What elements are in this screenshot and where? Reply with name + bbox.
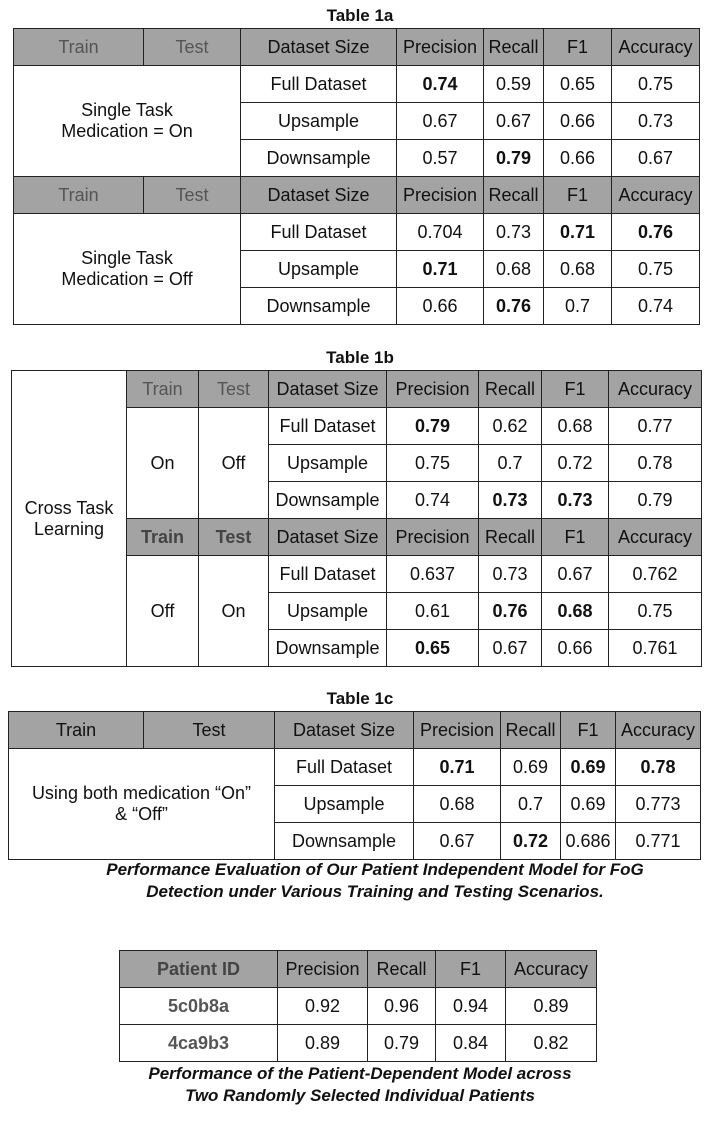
table-cell: 0.68 (544, 251, 612, 288)
col-header-recall: Recall (479, 519, 542, 556)
table-cell: 0.68 (542, 408, 609, 445)
col-header-dataset-size: Dataset Size (269, 371, 387, 408)
table-cell: 0.79 (484, 140, 544, 177)
col-header-f1: F1 (542, 371, 609, 408)
col-header-f1: F1 (544, 177, 612, 214)
table-cell: 0.75 (612, 66, 700, 103)
table-cell: 0.762 (609, 556, 702, 593)
col-header-accuracy: Accuracy (609, 519, 702, 556)
col-header-f1: F1 (544, 29, 612, 66)
table-cell: Full Dataset (275, 749, 414, 786)
table-1b-title: Table 1b (326, 348, 394, 367)
table-cell: 0.66 (397, 288, 484, 325)
train-value: Off (127, 556, 199, 667)
col-header-dataset-size: Dataset Size (241, 29, 397, 66)
col-header-f1: F1 (542, 519, 609, 556)
table-cell: 0.74 (612, 288, 700, 325)
table-cell: 0.73 (484, 214, 544, 251)
table-cell: 0.79 (387, 408, 479, 445)
table-cell: 0.61 (387, 593, 479, 630)
table-cell: Full Dataset (241, 66, 397, 103)
table-cell: Downsample (241, 288, 397, 325)
table-cell: 0.73 (612, 103, 700, 140)
col-header-recall: Recall (484, 29, 544, 66)
table-cell: 0.66 (544, 140, 612, 177)
table-cell: 0.67 (484, 103, 544, 140)
col-header-train: Train (14, 29, 144, 66)
col-header-train: Train (127, 371, 199, 408)
col-header-test: Test (199, 519, 269, 556)
patient-table-caption: Performance of the Patient-Dependent Model across Two Randomly Selected Individual Patients (148, 1064, 572, 1105)
table-cell: 0.66 (544, 103, 612, 140)
col-header-precision: Precision (278, 951, 368, 988)
table-cell: Downsample (269, 630, 387, 667)
col-header-precision: Precision (387, 371, 479, 408)
table-cell: 0.7 (544, 288, 612, 325)
table-1a (13, 28, 700, 325)
table-cell: Full Dataset (269, 408, 387, 445)
col-header-accuracy: Accuracy (609, 371, 702, 408)
table-cell: 0.79 (609, 482, 702, 519)
table-cell: 0.68 (542, 593, 609, 630)
patient-id: 4ca9b3 (120, 1025, 278, 1062)
col-header-recall: Recall (368, 951, 436, 988)
group-label: Single Task Medication = Off (14, 214, 241, 325)
table-cell: 0.82 (506, 1025, 597, 1062)
col-header-recall: Recall (501, 712, 561, 749)
table-cell: 0.704 (397, 214, 484, 251)
col-header-accuracy: Accuracy (506, 951, 597, 988)
table-cell: 0.84 (436, 1025, 506, 1062)
table-1a-title: Table 1a (326, 6, 394, 25)
col-header-f1: F1 (561, 712, 616, 749)
table-cell: 0.89 (278, 1025, 368, 1062)
table-cell: 0.77 (609, 408, 702, 445)
col-header-precision: Precision (397, 177, 484, 214)
table-cell: 0.67 (542, 556, 609, 593)
col-header-test: Test (144, 712, 275, 749)
table-cell: 0.73 (479, 556, 542, 593)
col-header-train: Train (14, 177, 144, 214)
table-cell: 0.771 (616, 823, 701, 860)
table-cell: Upsample (241, 251, 397, 288)
table-cell: 0.73 (479, 482, 542, 519)
table-cell: 0.76 (484, 288, 544, 325)
table-cell: 0.78 (609, 445, 702, 482)
col-header-f1: F1 (436, 951, 506, 988)
table-cell: 0.65 (544, 66, 612, 103)
table-cell: 0.78 (616, 749, 701, 786)
table-cell: 0.59 (484, 66, 544, 103)
table-cell: Downsample (269, 482, 387, 519)
table-cell: Upsample (275, 786, 414, 823)
table-cell: 0.72 (501, 823, 561, 860)
table-cell: 0.94 (436, 988, 506, 1025)
patient-table (119, 950, 597, 1062)
table-cell: 0.71 (397, 251, 484, 288)
table-cell: 0.68 (484, 251, 544, 288)
table-cell: 0.67 (612, 140, 700, 177)
test-value: On (199, 556, 269, 667)
col-header-dataset-size: Dataset Size (275, 712, 414, 749)
group-label: Using both medication “On” & “Off” (9, 749, 275, 860)
table-cell: 0.686 (561, 823, 616, 860)
table-cell: 0.69 (561, 749, 616, 786)
table-1c-title: Table 1c (326, 689, 394, 708)
table-cell: 0.75 (612, 251, 700, 288)
col-header-recall: Recall (484, 177, 544, 214)
table-cell: Upsample (269, 593, 387, 630)
table-cell: 0.773 (616, 786, 701, 823)
col-header-recall: Recall (479, 371, 542, 408)
table-cell: 0.76 (479, 593, 542, 630)
table-cell: 0.66 (542, 630, 609, 667)
table-cell: 0.74 (397, 66, 484, 103)
group-label: Single Task Medication = On (14, 66, 241, 177)
table-cell: 0.67 (479, 630, 542, 667)
table-cell: 0.71 (544, 214, 612, 251)
col-header-train: Train (127, 519, 199, 556)
table-cell: 0.79 (368, 1025, 436, 1062)
table-cell: Full Dataset (269, 556, 387, 593)
table-cell: 0.92 (278, 988, 368, 1025)
table-cell: 0.62 (479, 408, 542, 445)
patient-id: 5c0b8a (120, 988, 278, 1025)
table-cell: 0.75 (387, 445, 479, 482)
col-header-accuracy: Accuracy (616, 712, 701, 749)
col-header-train: Train (9, 712, 144, 749)
table-1-caption: Performance Evaluation of Our Patient Independent Model for FoG Detection under Various Training and Testing Scenarios. (106, 860, 644, 901)
table-cell: 0.72 (542, 445, 609, 482)
table-1c (8, 711, 701, 860)
table-cell: 0.89 (506, 988, 597, 1025)
col-header-precision: Precision (414, 712, 501, 749)
table-cell: 0.637 (387, 556, 479, 593)
table-cell: 0.67 (397, 103, 484, 140)
table-cell: Full Dataset (241, 214, 397, 251)
col-header-accuracy: Accuracy (612, 177, 700, 214)
table-cell: 0.69 (561, 786, 616, 823)
col-header-precision: Precision (397, 29, 484, 66)
col-header-test: Test (199, 371, 269, 408)
train-value: On (127, 408, 199, 519)
table-cell: 0.96 (368, 988, 436, 1025)
table-cell: 0.67 (414, 823, 501, 860)
table-cell: Downsample (241, 140, 397, 177)
table-cell: 0.57 (397, 140, 484, 177)
table-cell: 0.65 (387, 630, 479, 667)
table-cell: Downsample (275, 823, 414, 860)
table-cell: Upsample (269, 445, 387, 482)
table-cell: 0.68 (414, 786, 501, 823)
table-cell: 0.73 (542, 482, 609, 519)
table-cell: 0.76 (612, 214, 700, 251)
col-header-patient-id: Patient ID (120, 951, 278, 988)
table-1b (11, 370, 702, 667)
table-cell: 0.7 (501, 786, 561, 823)
col-header-accuracy: Accuracy (612, 29, 700, 66)
col-header-test: Test (144, 29, 241, 66)
table-cell: Upsample (241, 103, 397, 140)
test-value: Off (199, 408, 269, 519)
table-cell: 0.69 (501, 749, 561, 786)
table-cell: 0.75 (609, 593, 702, 630)
table-cell: 0.761 (609, 630, 702, 667)
side-label: Cross Task Learning (12, 371, 127, 667)
table-cell: 0.7 (479, 445, 542, 482)
col-header-test: Test (144, 177, 241, 214)
col-header-precision: Precision (387, 519, 479, 556)
col-header-dataset-size: Dataset Size (269, 519, 387, 556)
table-cell: 0.74 (387, 482, 479, 519)
table-cell: 0.71 (414, 749, 501, 786)
col-header-dataset-size: Dataset Size (241, 177, 397, 214)
